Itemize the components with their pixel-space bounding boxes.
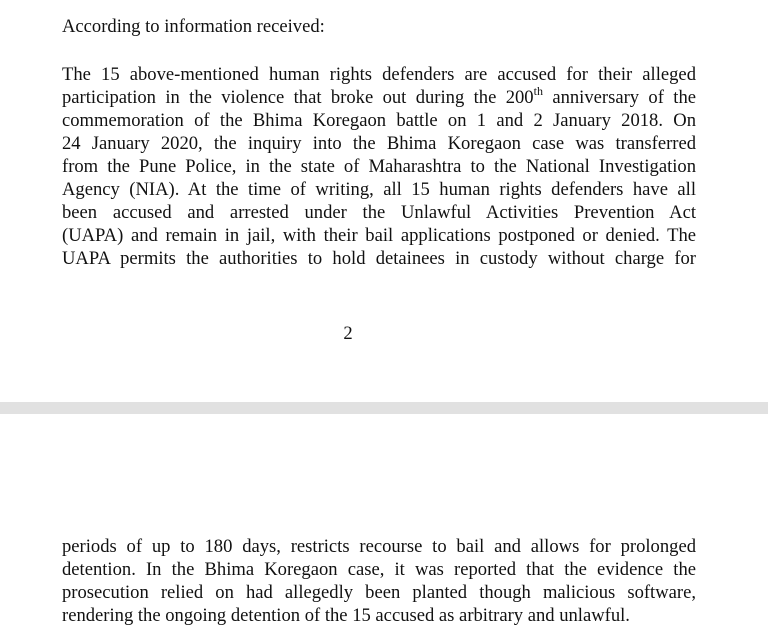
paragraph-continuation <box>62 535 696 627</box>
paragraph-line: participation in the violence that broke out during the 200th anniversary of the <box>62 83 697 108</box>
paragraph-line: rendering the ongoing detention of the 15 accused as arbitrary and unlawful. <box>62 605 630 626</box>
paragraph-line: periods of up to 180 days, restricts recourse to bail and allows for prolonged <box>62 536 696 557</box>
paragraph-line: detention. In the Bhima Koregaon case, it was reported that the evidence the <box>62 559 696 580</box>
page-separator <box>0 402 768 414</box>
paragraph-line: been accused and arrested under the Unlawful Activities Prevention Act <box>62 202 696 223</box>
paragraph-detention-context <box>62 63 696 270</box>
paragraph-line: from the Pune Police, in the state of Maharashtra to the National Investigation <box>62 156 696 177</box>
paragraph-line: commemoration of the Bhima Koregaon battle on 1 and 2 January 2018. On <box>62 110 696 131</box>
paragraph-line: prosecution relied on had allegedly been planted though malicious software, <box>62 582 696 603</box>
page-number: 2 <box>343 323 353 344</box>
ordinal-superscript: th <box>533 83 543 98</box>
intro-line: According to information received: <box>62 16 325 37</box>
paragraph-line: The 15 above-mentioned human rights defenders are accused for their alleged <box>62 64 696 85</box>
paragraph-line: Agency (NIA). At the time of writing, all 15 human rights defenders have all <box>62 179 696 200</box>
paragraph-line: UAPA permits the authorities to hold detainees in custody without charge for <box>62 248 696 269</box>
page-3 <box>0 414 768 642</box>
paragraph-line: 24 January 2020, the inquiry into the Bhima Koregaon case was transferred <box>62 133 696 154</box>
paragraph-line: (UAPA) and remain in jail, with their bail applications postponed or denied. The <box>62 225 696 246</box>
